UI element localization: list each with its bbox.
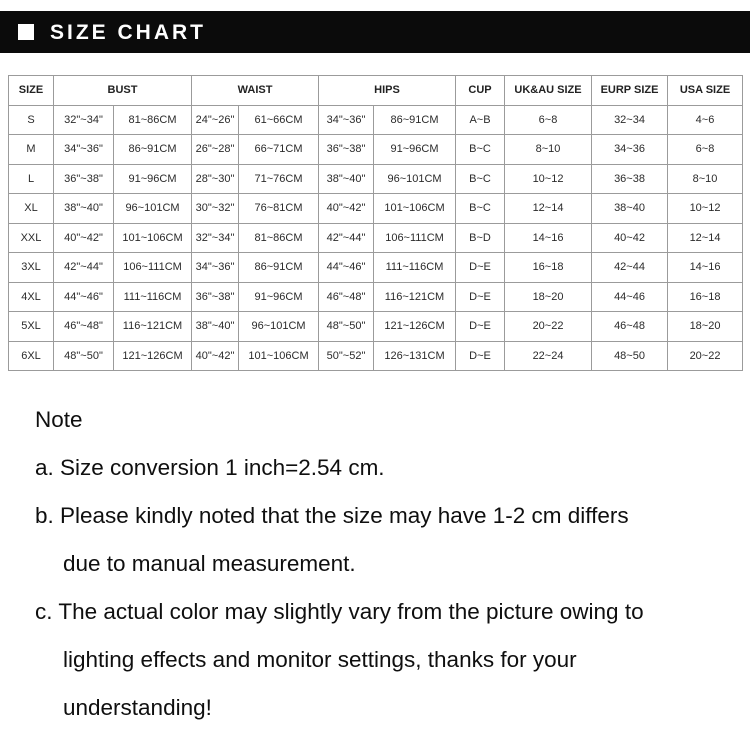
table-cell: 91~96CM <box>239 282 319 312</box>
table-row <box>9 135 743 165</box>
size-label-cell: L <box>9 164 54 194</box>
table-cell: 36"~38" <box>192 282 239 312</box>
table-row <box>9 105 743 135</box>
table-cell: 48"~50" <box>319 312 374 342</box>
table-cell: 91~96CM <box>374 135 456 165</box>
note-item-line: b. Please kindly noted that the size may have 1-2 cm differs <box>35 503 629 528</box>
table-cell: 40"~42" <box>319 194 374 224</box>
table-cell: 48"~50" <box>54 341 114 371</box>
table-body <box>9 105 743 371</box>
table-cell: B~C <box>456 194 505 224</box>
note-item-line: due to manual measurement. <box>63 551 356 576</box>
table-cell: 20~22 <box>668 341 743 371</box>
table-cell: 40"~42" <box>54 223 114 253</box>
title-bar <box>0 11 750 53</box>
table-cell: 26"~28" <box>192 135 239 165</box>
table-row <box>9 253 743 283</box>
table-cell: 106~111CM <box>114 253 192 283</box>
table-cell: B~C <box>456 135 505 165</box>
table-cell: 86~91CM <box>374 105 456 135</box>
note-item-line: a. Size conversion 1 inch=2.54 cm. <box>35 455 385 480</box>
table-cell: 38"~40" <box>319 164 374 194</box>
table-cell: 38~40 <box>592 194 668 224</box>
table-cell: 8~10 <box>668 164 743 194</box>
table-row <box>9 282 743 312</box>
column-header: USA SIZE <box>668 76 743 106</box>
table-cell: B~D <box>456 223 505 253</box>
table-row <box>9 341 743 371</box>
column-header: EURP SIZE <box>592 76 668 106</box>
size-chart-table <box>8 75 743 371</box>
notes-list <box>35 444 735 732</box>
note-item-line: lighting effects and monitor settings, thanks for your <box>63 647 577 672</box>
table-cell: 50"~52" <box>319 341 374 371</box>
table-row <box>9 223 743 253</box>
table-cell: A~B <box>456 105 505 135</box>
table-cell: D~E <box>456 341 505 371</box>
table-cell: 46"~48" <box>54 312 114 342</box>
table-cell: 32"~34" <box>54 105 114 135</box>
table-cell: 111~116CM <box>114 282 192 312</box>
table-cell: 18~20 <box>668 312 743 342</box>
page-title: SIZE CHART <box>50 20 206 44</box>
table-cell: 8~10 <box>505 135 592 165</box>
table-cell: 101~106CM <box>374 194 456 224</box>
table-cell: 86~91CM <box>114 135 192 165</box>
table-cell: 18~20 <box>505 282 592 312</box>
table-cell: 22~24 <box>505 341 592 371</box>
table-cell: 14~16 <box>505 223 592 253</box>
size-label-cell: 5XL <box>9 312 54 342</box>
table-cell: 20~22 <box>505 312 592 342</box>
table-cell: 116~121CM <box>374 282 456 312</box>
column-header: HIPS <box>319 76 456 106</box>
table-cell: 4~6 <box>668 105 743 135</box>
table-cell: 44"~46" <box>54 282 114 312</box>
size-label-cell: 6XL <box>9 341 54 371</box>
table-cell: 101~106CM <box>239 341 319 371</box>
table-cell: 16~18 <box>668 282 743 312</box>
table-cell: 28"~30" <box>192 164 239 194</box>
table-cell: 16~18 <box>505 253 592 283</box>
table-cell: 96~101CM <box>114 194 192 224</box>
table-cell: 86~91CM <box>239 253 319 283</box>
size-label-cell: M <box>9 135 54 165</box>
table-cell: 10~12 <box>668 194 743 224</box>
size-label-cell: XL <box>9 194 54 224</box>
table-cell: 101~106CM <box>114 223 192 253</box>
table-cell: 38"~40" <box>54 194 114 224</box>
table-cell: 111~116CM <box>374 253 456 283</box>
note-item-line: understanding! <box>63 695 212 720</box>
table-cell: 61~66CM <box>239 105 319 135</box>
table-cell: 81~86CM <box>114 105 192 135</box>
table-cell: 48~50 <box>592 341 668 371</box>
note-item-line: c. The actual color may slightly vary from the picture owing to <box>35 599 644 624</box>
table-cell: 76~81CM <box>239 194 319 224</box>
size-label-cell: 4XL <box>9 282 54 312</box>
table-cell: 40"~42" <box>192 341 239 371</box>
table-cell: 44"~46" <box>319 253 374 283</box>
table-cell: 12~14 <box>505 194 592 224</box>
table-cell: 121~126CM <box>114 341 192 371</box>
table-cell: 14~16 <box>668 253 743 283</box>
table-cell: 42"~44" <box>54 253 114 283</box>
table-cell: B~C <box>456 164 505 194</box>
table-cell: 12~14 <box>668 223 743 253</box>
table-cell: 10~12 <box>505 164 592 194</box>
table-row <box>9 312 743 342</box>
table-cell: 24"~26" <box>192 105 239 135</box>
table-cell: 96~101CM <box>374 164 456 194</box>
column-header: WAIST <box>192 76 319 106</box>
table-cell: 42"~44" <box>319 223 374 253</box>
table-cell: 42~44 <box>592 253 668 283</box>
table-cell: 71~76CM <box>239 164 319 194</box>
table-row <box>9 164 743 194</box>
table-cell: 44~46 <box>592 282 668 312</box>
table-cell: 66~71CM <box>239 135 319 165</box>
table-cell: 46"~48" <box>319 282 374 312</box>
table-cell: 106~111CM <box>374 223 456 253</box>
table-cell: 6~8 <box>668 135 743 165</box>
table-cell: 40~42 <box>592 223 668 253</box>
table-cell: D~E <box>456 253 505 283</box>
size-label-cell: S <box>9 105 54 135</box>
table-cell: 116~121CM <box>114 312 192 342</box>
table-cell: 34~36 <box>592 135 668 165</box>
table-header <box>9 76 743 106</box>
table-row <box>9 194 743 224</box>
table-cell: 34"~36" <box>54 135 114 165</box>
table-cell: 30"~32" <box>192 194 239 224</box>
table-cell: D~E <box>456 312 505 342</box>
table-cell: 121~126CM <box>374 312 456 342</box>
table-cell: 36"~38" <box>54 164 114 194</box>
size-label-cell: 3XL <box>9 253 54 283</box>
table-cell: D~E <box>456 282 505 312</box>
table-cell: 32~34 <box>592 105 668 135</box>
column-header: CUP <box>456 76 505 106</box>
table-cell: 6~8 <box>505 105 592 135</box>
table-cell: 91~96CM <box>114 164 192 194</box>
column-header: UK&AU SIZE <box>505 76 592 106</box>
table-cell: 36~38 <box>592 164 668 194</box>
table-header-row <box>9 76 743 106</box>
column-header: BUST <box>54 76 192 106</box>
table-cell: 36"~38" <box>319 135 374 165</box>
column-header: SIZE <box>9 76 54 106</box>
table-cell: 34"~36" <box>319 105 374 135</box>
notes-section <box>35 396 735 732</box>
notes-heading: Note <box>35 407 83 432</box>
square-bullet-icon <box>18 24 34 40</box>
table-cell: 126~131CM <box>374 341 456 371</box>
table-cell: 96~101CM <box>239 312 319 342</box>
table-cell: 46~48 <box>592 312 668 342</box>
table-cell: 32"~34" <box>192 223 239 253</box>
table-cell: 38"~40" <box>192 312 239 342</box>
size-label-cell: XXL <box>9 223 54 253</box>
table-cell: 34"~36" <box>192 253 239 283</box>
table-cell: 81~86CM <box>239 223 319 253</box>
